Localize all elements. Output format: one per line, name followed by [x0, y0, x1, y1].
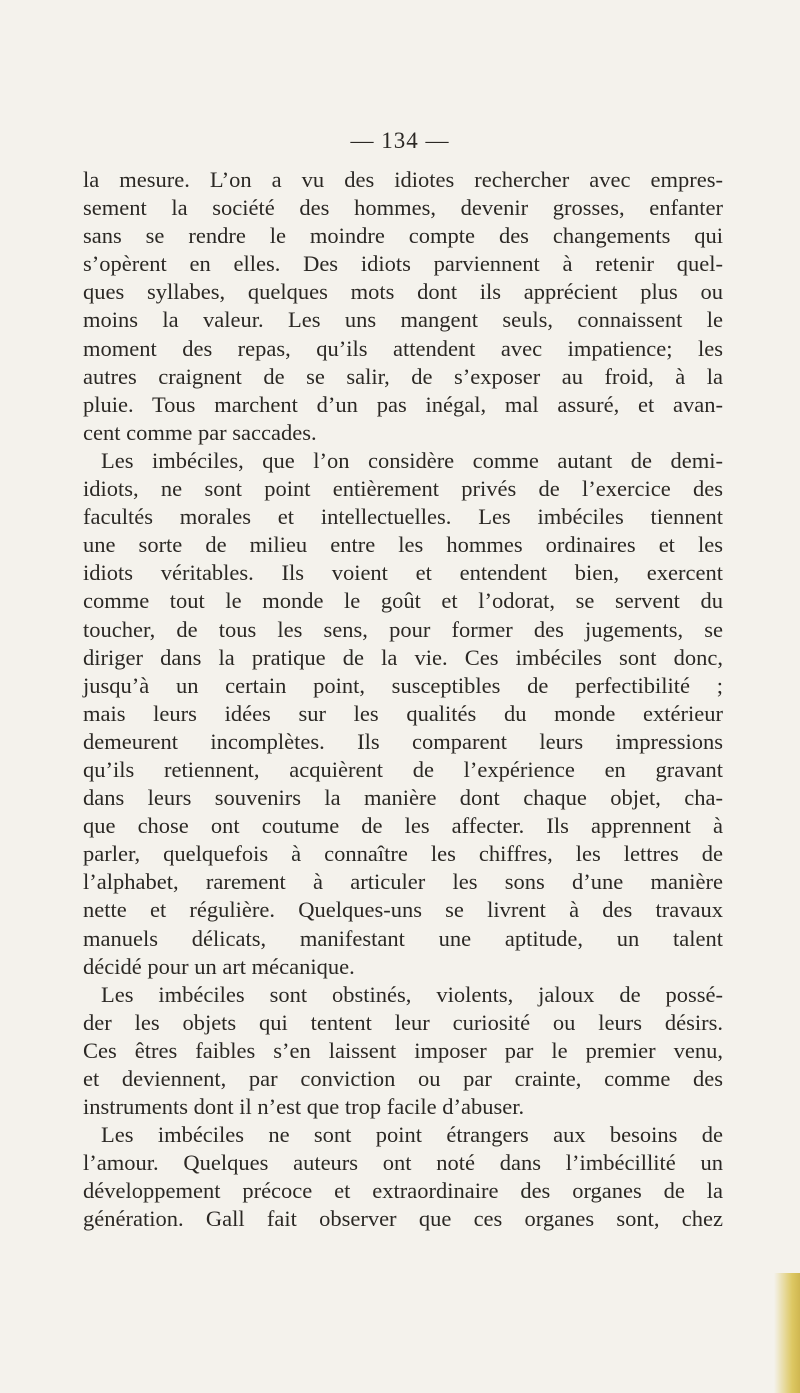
text-line: la mesure. L’on a vu des idiotes rechercher avec empres- [83, 167, 723, 192]
text-line: dans leurs souvenirs la manière dont chaque objet, cha- [83, 785, 723, 811]
text-line: comme tout le monde le goût et l’odorat, se servent du [83, 588, 723, 614]
text-line: sans se rendre le moindre compte des changements qui [83, 223, 723, 249]
text-line: Les imbéciles, que l’on considère comme autant de demi- [101, 447, 723, 473]
text-line: que chose ont coutume de les affecter. Ils apprennent à [83, 813, 723, 839]
text-line: toucher, de tous les sens, pour former des jugements, se [83, 616, 723, 642]
text-line: parler, quelquefois à connaître les chiffres, les lettres de [83, 841, 723, 867]
page-number: — 134 — [350, 128, 450, 153]
text-line: moment des repas, qu’ils attendent avec impatience; les [83, 335, 723, 361]
text-line: facultés morales et intellectuelles. Les imbéciles tiennent [83, 504, 723, 530]
text-line: sement la société des hommes, devenir grosses, enfanter [83, 195, 723, 221]
text-line: Ces êtres faibles s’en laissent imposer par le premier venu, [83, 1037, 723, 1063]
text-line: cent comme par saccades. [83, 419, 317, 445]
text-line: développement précoce et extraordinaire des organes de la [83, 1178, 723, 1204]
text-line: pluie. Tous marchent d’un pas inégal, mal assuré, et avan- [83, 391, 723, 417]
text-line: l’alphabet, rarement à articuler les sons d’une manière [83, 869, 723, 895]
text-line: idiots, ne sont point entièrement privés de l’exercice des [83, 476, 723, 502]
text-line: der les objets qui tentent leur curiosité ou leurs désirs. [83, 1009, 723, 1035]
text-line: idiots véritables. Ils voient et entendent bien, exercent [83, 560, 723, 586]
text-line: manuels délicats, manifestant une aptitude, un talent [83, 925, 723, 951]
body-text [83, 166, 723, 1234]
text-line: une sorte de milieu entre les hommes ordinaires et les [83, 532, 723, 558]
text-line: s’opèrent en elles. Des idiots parviennent à retenir quel- [83, 251, 723, 277]
text-line: Les imbéciles ne sont point étrangers aux besoins de [101, 1122, 723, 1148]
text-line: nette et régulière. Quelques-uns se livrent à des travaux [83, 897, 723, 923]
text-line: moins la valeur. Les uns mangent seuls, connaissent le [83, 307, 723, 333]
text-line: Les imbéciles sont obstinés, violents, jaloux de possé- [101, 981, 723, 1007]
text-line: instruments dont il n’est que trop facile d’abuser. [83, 1094, 525, 1120]
text-line: ques syllabes, quelques mots dont ils apprécient plus ou [83, 279, 723, 305]
text-line: et deviennent, par conviction ou par crainte, comme des [83, 1066, 723, 1091]
text-line: autres craignent de se salir, de s’exposer au froid, à la [83, 363, 723, 389]
text-line: diriger dans la pratique de la vie. Ces imbéciles sont donc, [83, 644, 723, 670]
page-edge-stain [774, 1273, 800, 1393]
text-line: décidé pour un art mécanique. [83, 953, 355, 979]
text-line: jusqu’à un certain point, susceptibles de perfectibilité ; [83, 672, 723, 698]
text-line: qu’ils retiennent, acquièrent de l’expérience en gravant [83, 756, 723, 782]
text-line: mais leurs idées sur les qualités du monde extérieur [83, 700, 723, 726]
text-line: génération. Gall fait observer que ces organes sont, chez [83, 1206, 723, 1232]
text-line: l’amour. Quelques auteurs ont noté dans l’imbécillité un [83, 1150, 723, 1176]
text-line: demeurent incomplètes. Ils comparent leurs impressions [83, 728, 723, 754]
